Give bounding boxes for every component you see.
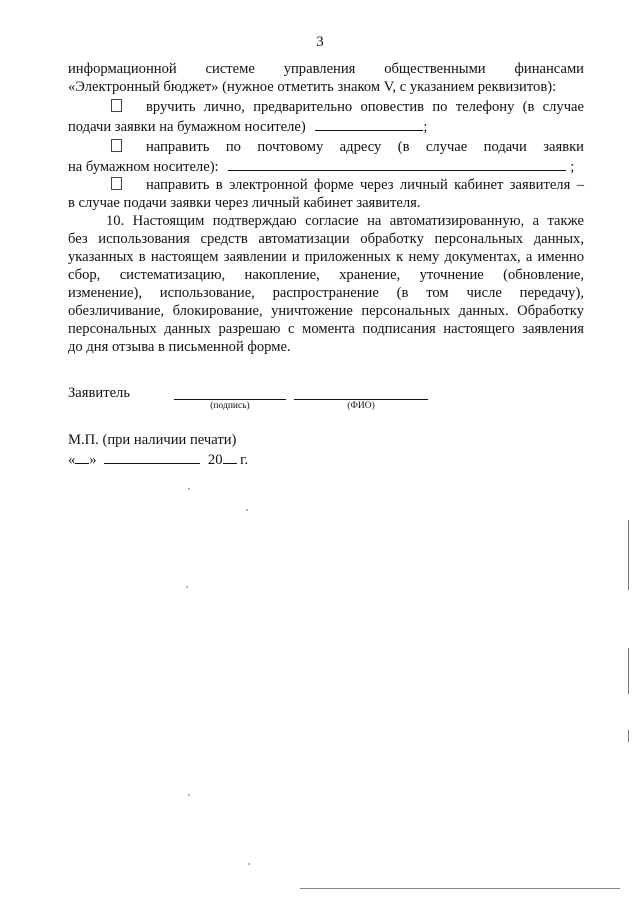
intro-line-1: информационной системе управления общественными финансами <box>68 61 584 77</box>
scan-speck <box>248 863 250 865</box>
scan-edge-mark <box>628 520 629 590</box>
date-year-prefix: 20 <box>207 452 223 468</box>
intro-line-2: «Электронный бюджет» (нужное отметить знаком V, с указанием реквизитов): <box>68 79 557 95</box>
full-name-caption: (ФИО) <box>347 401 375 411</box>
scan-speck <box>246 509 248 511</box>
postal-address-blank-field[interactable] <box>228 156 566 171</box>
signature-field[interactable] <box>174 398 286 400</box>
scan-bottom-mark <box>300 888 620 889</box>
date-close-quote: » <box>89 452 97 468</box>
option-post-end: ; <box>570 159 575 175</box>
checkbox-send-electronically[interactable] <box>111 177 122 190</box>
scan-speck <box>188 488 190 490</box>
option-in-person-end: ; <box>423 119 428 135</box>
date-month-field[interactable] <box>104 449 200 464</box>
checkbox-deliver-in-person[interactable] <box>111 99 122 112</box>
consent-line-5: изменение), использование, распространение (в том числе передачу), <box>68 285 584 301</box>
scan-edge-mark <box>628 730 629 742</box>
consent-line-6: обезличивание, блокирование, уничтожение персональных данных. Обработку <box>68 303 584 319</box>
option-post-text: на бумажном носителе): <box>68 159 219 175</box>
scan-edge-mark <box>628 648 629 694</box>
phone-blank-field[interactable] <box>315 116 423 131</box>
date-day-field[interactable] <box>75 449 89 464</box>
option-in-person-line-1: вручить лично, предварительно оповестив по телефону (в случае <box>146 99 584 115</box>
scan-speck <box>186 586 188 588</box>
full-name-field[interactable] <box>294 398 428 400</box>
date-open-quote: « <box>68 452 76 468</box>
consent-line-1: 10. Настоящим подтверждаю согласие на автоматизированную, а также <box>106 213 584 229</box>
consent-line-4: сбор, систематизацию, накопление, хранение, уточнение (обновление, <box>68 267 584 283</box>
checkbox-send-by-post[interactable] <box>111 139 122 152</box>
option-in-person-line-2 <box>68 116 584 136</box>
option-electronic-line-1: направить в электронной форме через личный кабинет заявителя – <box>146 177 584 193</box>
stamp-note: М.П. (при наличии печати) <box>68 432 237 448</box>
consent-line-7: персональных данных разрешаю с момента подписания настоящего заявления <box>68 321 584 337</box>
applicant-label: Заявитель <box>68 385 130 401</box>
consent-line-8: до дня отзыва в письменной форме. <box>68 339 291 355</box>
date-year-field[interactable] <box>223 449 237 464</box>
option-post-line-2 <box>68 156 584 176</box>
option-post-line-1: направить по почтовому адресу (в случае подачи заявки <box>146 139 584 155</box>
option-electronic-line-2: в случае подачи заявки через личный кабинет заявителя. <box>68 195 421 211</box>
signature-caption: (подпись) <box>210 401 250 411</box>
date-year-suffix: г. <box>240 452 249 468</box>
consent-line-3: указанных в настоящем заявлении и приложенных к нему документах, а именно <box>68 249 584 265</box>
option-in-person-text: подачи заявки на бумажном носителе) <box>68 119 306 135</box>
consent-line-2: без использования средств автоматизации обработку персональных данных, <box>68 231 584 247</box>
page-number: 3 <box>316 34 324 50</box>
date-line <box>68 449 368 469</box>
scan-speck <box>188 794 190 796</box>
